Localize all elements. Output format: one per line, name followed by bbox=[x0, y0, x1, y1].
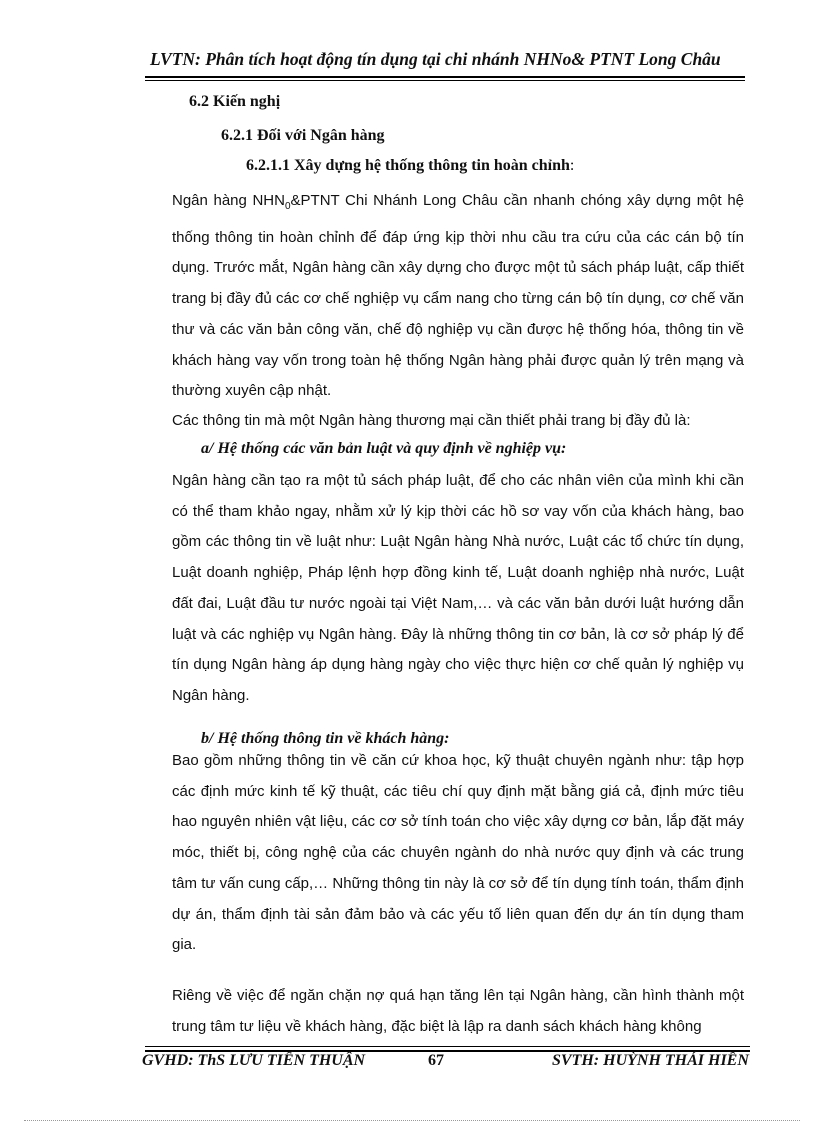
subsubsection-heading-colon: : bbox=[569, 157, 575, 174]
paragraph-3: Ngân hàng cần tạo ra một tủ sách pháp luật, để cho các nhân viên của mình khi cần có thể tham khảo ngay, nhằm xử lý kịp thời các hồ sơ vay vốn của khách hàng, bao gồm các thông tin về luật như: Luật Ngân hàng Nhà nước, Luật các tổ chức tín dụng, Luật doanh nghiệp, Pháp lệnh hợp đồng kinh tế, Luật doanh nghiệp nhà nước, Luật đất đai, Luật đầu tư nước ngoài tại Việt Nam,… và các văn bản dưới luật hướng dẫn luật và các nghiệp vụ Ngân hàng. Đây là những thông tin cơ bản, là cơ sở pháp lý để tín dụng Ngân hàng áp dụng hàng ngày cho việc thực hiện cơ chế quản lý nghiệp vụ Ngân hàng. bbox=[172, 472, 744, 704]
footer-rule-thin bbox=[145, 1046, 750, 1047]
paragraph-1-start: Ngân hàng NHN bbox=[172, 192, 285, 209]
footer-page-number: 67 bbox=[428, 1052, 444, 1069]
subsection-heading: 6.2.1 Đối với Ngân hàng bbox=[221, 127, 385, 144]
paragraph-1-rest: &PTNT Chi Nhánh Long Châu cần nhanh chóng xây dựng một hệ thống thông tin hoàn chỉnh để đáp ứng kịp thời nhu cầu tra cứu của các cán bộ tín dụng. Trước mắt, Ngân hàng cần xây dựng cho được một tủ sách pháp luật, cấp thiết trang bị đầy đủ các cơ chế nghiệp vụ cẩm nang cho từng cán bộ tín dụng, cơ chế văn thư và các văn bản công văn, chế độ nghiệp vụ cần được hệ thống hóa, thông tin về khách hàng vay vốn trong toàn hệ thống Ngân hàng phải được quản lý trên mạng và thường xuyên cập nhật. bbox=[172, 192, 745, 400]
page-header-title: LVTN: Phân tích hoạt động tín dụng tại chi nhánh NHNo& PTNT Long Châu bbox=[150, 49, 721, 69]
header-rule-thick bbox=[145, 76, 745, 78]
page-bottom-edge bbox=[24, 1120, 800, 1121]
paragraph-4: Bao gồm những thông tin về căn cứ khoa học, kỹ thuật chuyên ngành như: tập hợp các định mức kinh tế kỹ thuật, các tiêu chí quy định mặt bằng giá cả, định mức tiêu hao nguyên nhiên vật liệu, các cơ sở tính toán cho việc xây dựng cơ bản, lắp đặt máy móc, thiết bị, công nghệ của các chuyên ngành do nhà nước quy định và các trung tâm tư vấn cung cấp,… Những thông tin này là cơ sở để tín dụng tính toán, thẩm định dự án, thẩm định tài sản đảm bảo và các yếu tố liên quan đến dự án tín dụng tham gia. bbox=[172, 752, 744, 954]
subheading-b: b/ Hệ thống thông tin về khách hàng: bbox=[201, 730, 450, 747]
subsubsection-heading bbox=[246, 157, 574, 175]
footer-advisor: GVHD: ThS LƯU TIẾN THUẬN bbox=[142, 1052, 366, 1069]
subheading-a: a/ Hệ thống các văn bản luật và quy định về nghiệp vụ: bbox=[201, 440, 567, 457]
header-rule-thin bbox=[145, 80, 745, 81]
section-heading: 6.2 Kiến nghị bbox=[189, 93, 281, 110]
subsubsection-heading-text: 6.2.1.1 Xây dựng hệ thống thông tin hoàn chỉnh bbox=[246, 157, 570, 174]
paragraph-5: Riêng về việc để ngăn chặn nợ quá hạn tăng lên tại Ngân hàng, cần hình thành một trung tâm tư liệu về khách hàng, đặc biệt là lập ra danh sách khách hàng không bbox=[172, 987, 744, 1035]
paragraph-1 bbox=[172, 186, 744, 407]
paragraph-2: Các thông tin mà một Ngân hàng thương mại cần thiết phải trang bị đầy đủ là: bbox=[172, 412, 691, 429]
footer-student: SVTH: HUỲNH THÁI HIỀN bbox=[552, 1052, 749, 1069]
paragraph-1-subscript: 0 bbox=[284, 201, 291, 212]
